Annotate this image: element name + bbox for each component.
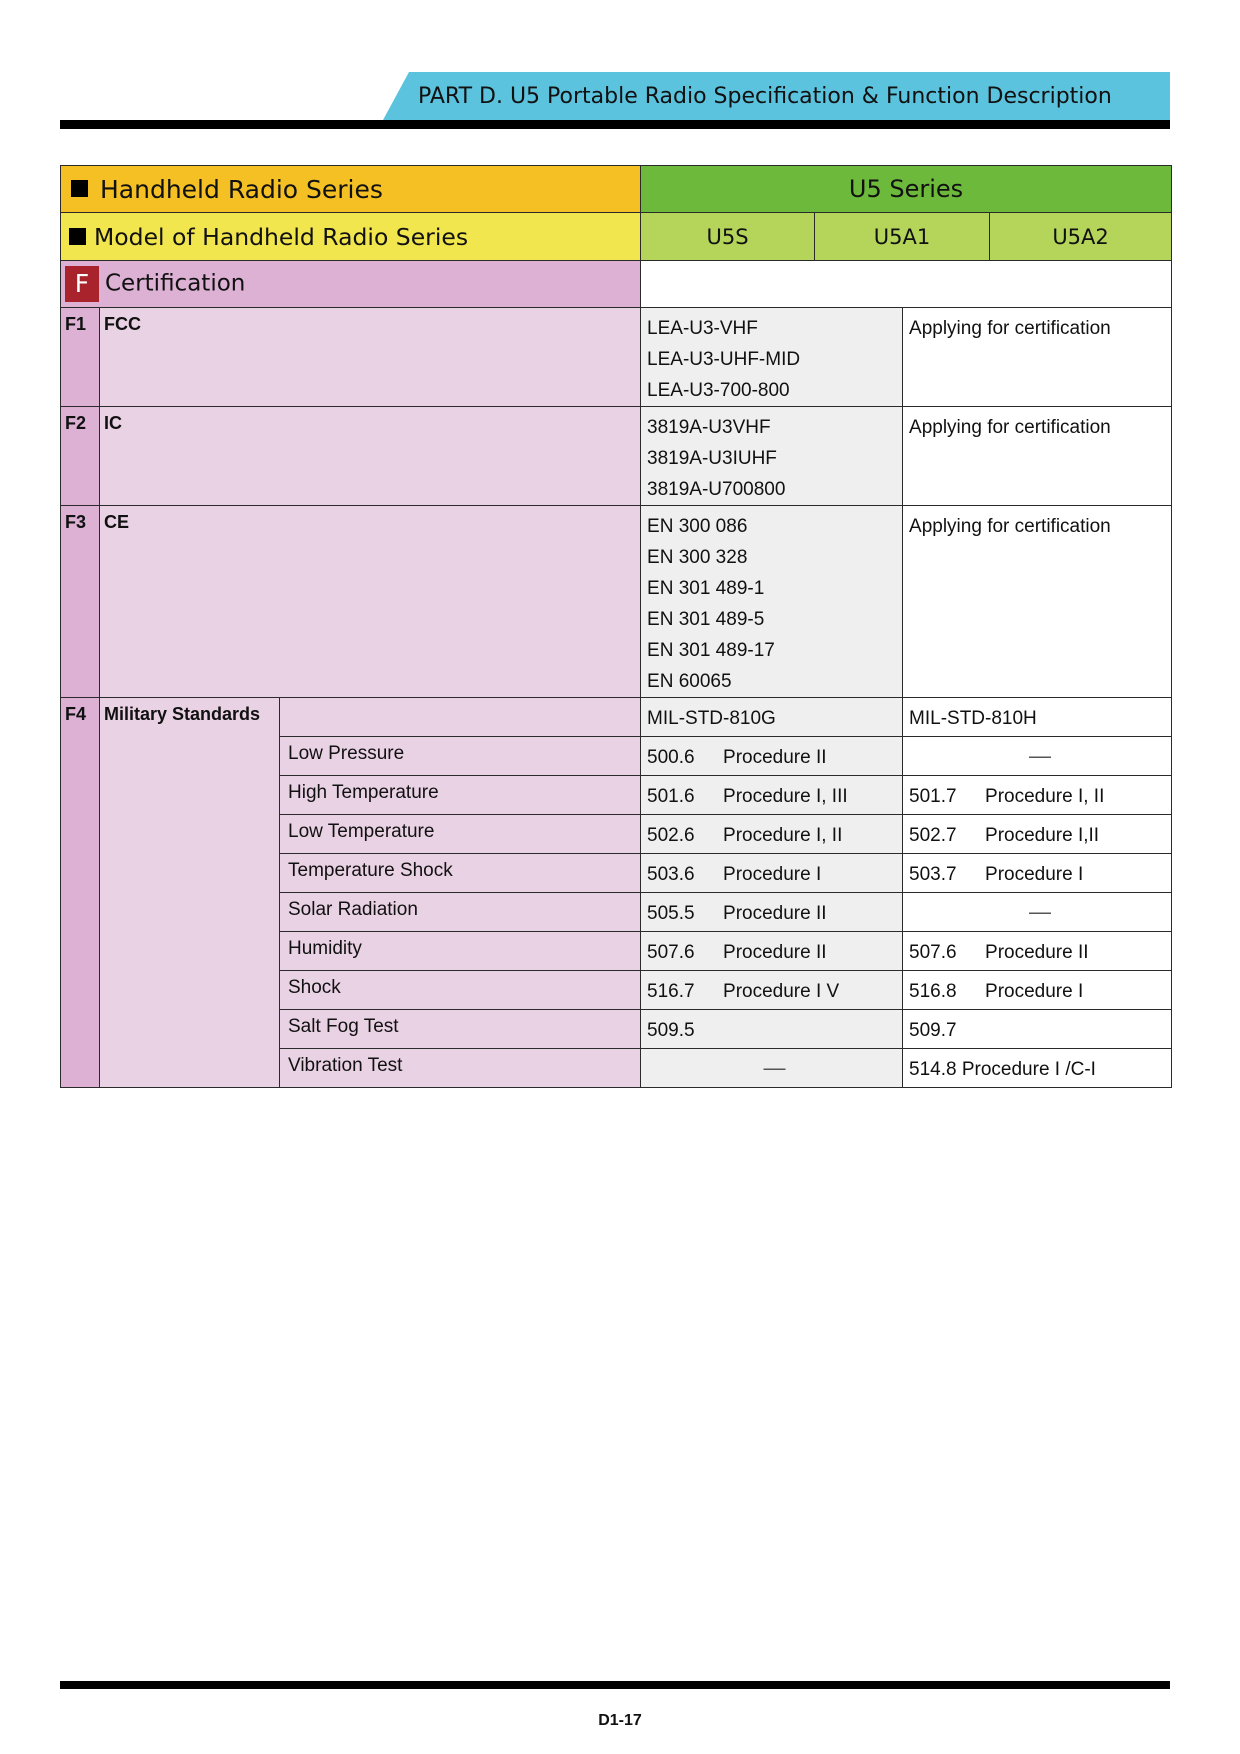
procedure-text: Procedure I (723, 864, 822, 885)
f3-code: F3 (61, 506, 100, 698)
test-name: High Temperature (280, 776, 641, 815)
section-blank-cell (641, 261, 1172, 308)
u5s-procedure (641, 854, 903, 893)
f3-label: CE (100, 506, 641, 698)
standard-id: EN 301 489-17 (647, 640, 775, 661)
u5a-procedure (903, 776, 1172, 815)
f1-label: FCC (100, 308, 641, 407)
procedure-text: Procedure I, II (985, 786, 1105, 807)
section-title: Certification (105, 270, 246, 297)
f1-u5a-value (903, 308, 1172, 407)
method-number: 516.7 (647, 981, 695, 1002)
section-title-cell (61, 261, 641, 308)
square-bullet-icon (71, 180, 88, 197)
procedure-text: Procedure I,II (985, 825, 1100, 846)
method-number: 507.6 (647, 942, 695, 963)
u5s-procedure (641, 737, 903, 776)
method-number: 505.5 (647, 903, 695, 924)
f4-std-u5a: MIL-STD-810H (903, 698, 1172, 737)
standard-id: EN 300 328 (647, 547, 748, 568)
f4-label: Military Standards (100, 698, 280, 1088)
method-number: 500.6 (647, 747, 695, 768)
method-number: 501.6 (647, 786, 695, 807)
f2-code: F2 (61, 407, 100, 506)
cert-id: 3819A-U3VHF (647, 417, 771, 438)
cert-id: 3819A-U700800 (647, 479, 786, 500)
f3-u5a-value (903, 506, 1172, 698)
method-number: 502.6 (647, 825, 695, 846)
procedure-text: Procedure I (985, 864, 1084, 885)
test-name: Vibration Test (280, 1049, 641, 1088)
f2-label: IC (100, 407, 641, 506)
u5s-procedure (641, 893, 903, 932)
series-value: U5 Series (641, 166, 1172, 213)
u5s-procedure (641, 932, 903, 971)
not-applicable-dash: — (763, 1055, 786, 1080)
procedure-text: Procedure I V (723, 981, 840, 1002)
standard-id: EN 301 489-5 (647, 609, 765, 630)
model-label: Model of Handheld Radio Series (94, 222, 469, 251)
procedure-text: Procedure II (985, 942, 1089, 963)
f4-code: F4 (61, 698, 100, 1088)
u5s-procedure (641, 971, 903, 1010)
model-u5a2: U5A2 (990, 213, 1172, 261)
model-u5s: U5S (641, 213, 815, 261)
header-rule (60, 120, 1170, 129)
method-number: 502.7 (909, 825, 957, 846)
procedure-text: Procedure II (723, 903, 827, 924)
footer-rule (60, 1681, 1170, 1689)
model-label-cell (61, 213, 641, 261)
procedure-text: Procedure I, III (723, 786, 848, 807)
f3-u5s-value (641, 506, 903, 698)
u5s-procedure (641, 815, 903, 854)
cert-id: LEA-U3-UHF-MID (647, 349, 801, 370)
u5a-procedure (903, 971, 1172, 1010)
u5a-procedure (903, 854, 1172, 893)
u5a-procedure (903, 893, 1172, 932)
u5a-procedure (903, 737, 1172, 776)
test-name: Humidity (280, 932, 641, 971)
u5a-procedure (903, 815, 1172, 854)
f2-u5a-value (903, 407, 1172, 506)
test-name: Low Temperature (280, 815, 641, 854)
page-title: PART D. U5 Portable Radio Specification & Function Description (418, 84, 1112, 109)
u5a-procedure (903, 1010, 1172, 1049)
cert-status: Applying for certification (909, 417, 1111, 438)
procedure-text: Procedure I (985, 981, 1084, 1002)
series-label-cell (61, 166, 641, 213)
test-name: Temperature Shock (280, 854, 641, 893)
test-name: Shock (280, 971, 641, 1010)
f4-std-blank (280, 698, 641, 737)
standard-id: EN 301 489-1 (647, 578, 765, 599)
cert-status: Applying for certification (909, 318, 1111, 339)
spec-table (60, 165, 1172, 1088)
procedure-text: Procedure II (723, 747, 827, 768)
series-label: Handheld Radio Series (100, 174, 383, 204)
procedure-text: Procedure I, II (723, 825, 843, 846)
cert-id: LEA-U3-VHF (647, 318, 758, 339)
method-number: 503.7 (909, 864, 957, 885)
method-number: 507.6 (909, 942, 957, 963)
u5s-procedure (641, 1049, 903, 1088)
f4-std-u5s: MIL-STD-810G (641, 698, 903, 737)
not-applicable-dash: — (1029, 899, 1052, 924)
f2-u5s-value (641, 407, 903, 506)
f1-code: F1 (61, 308, 100, 407)
u5a-procedure: 514.8 Procedure I /C-I (903, 1049, 1172, 1088)
cert-status: Applying for certification (909, 516, 1111, 537)
section-letter-badge: F (65, 266, 99, 302)
square-bullet-icon (69, 228, 86, 245)
method-number: 501.7 (909, 786, 957, 807)
test-name: Solar Radiation (280, 893, 641, 932)
f1-u5s-value (641, 308, 903, 407)
test-name: Low Pressure (280, 737, 641, 776)
cert-id: 3819A-U3IUHF (647, 448, 777, 469)
u5s-procedure (641, 1010, 903, 1049)
test-name: Salt Fog Test (280, 1010, 641, 1049)
procedure-text: Procedure II (723, 942, 827, 963)
method-number: 516.8 (909, 981, 957, 1002)
page-number: D1-17 (598, 1712, 642, 1729)
u5a-procedure (903, 932, 1172, 971)
model-u5a1: U5A1 (815, 213, 990, 261)
standard-id: EN 60065 (647, 671, 732, 692)
method-number: 503.6 (647, 864, 695, 885)
standard-id: EN 300 086 (647, 516, 748, 537)
method-number: 509.5 (647, 1020, 695, 1041)
u5s-procedure (641, 776, 903, 815)
not-applicable-dash: — (1029, 743, 1052, 768)
cert-id: LEA-U3-700-800 (647, 380, 790, 401)
method-number: 509.7 (909, 1020, 957, 1041)
